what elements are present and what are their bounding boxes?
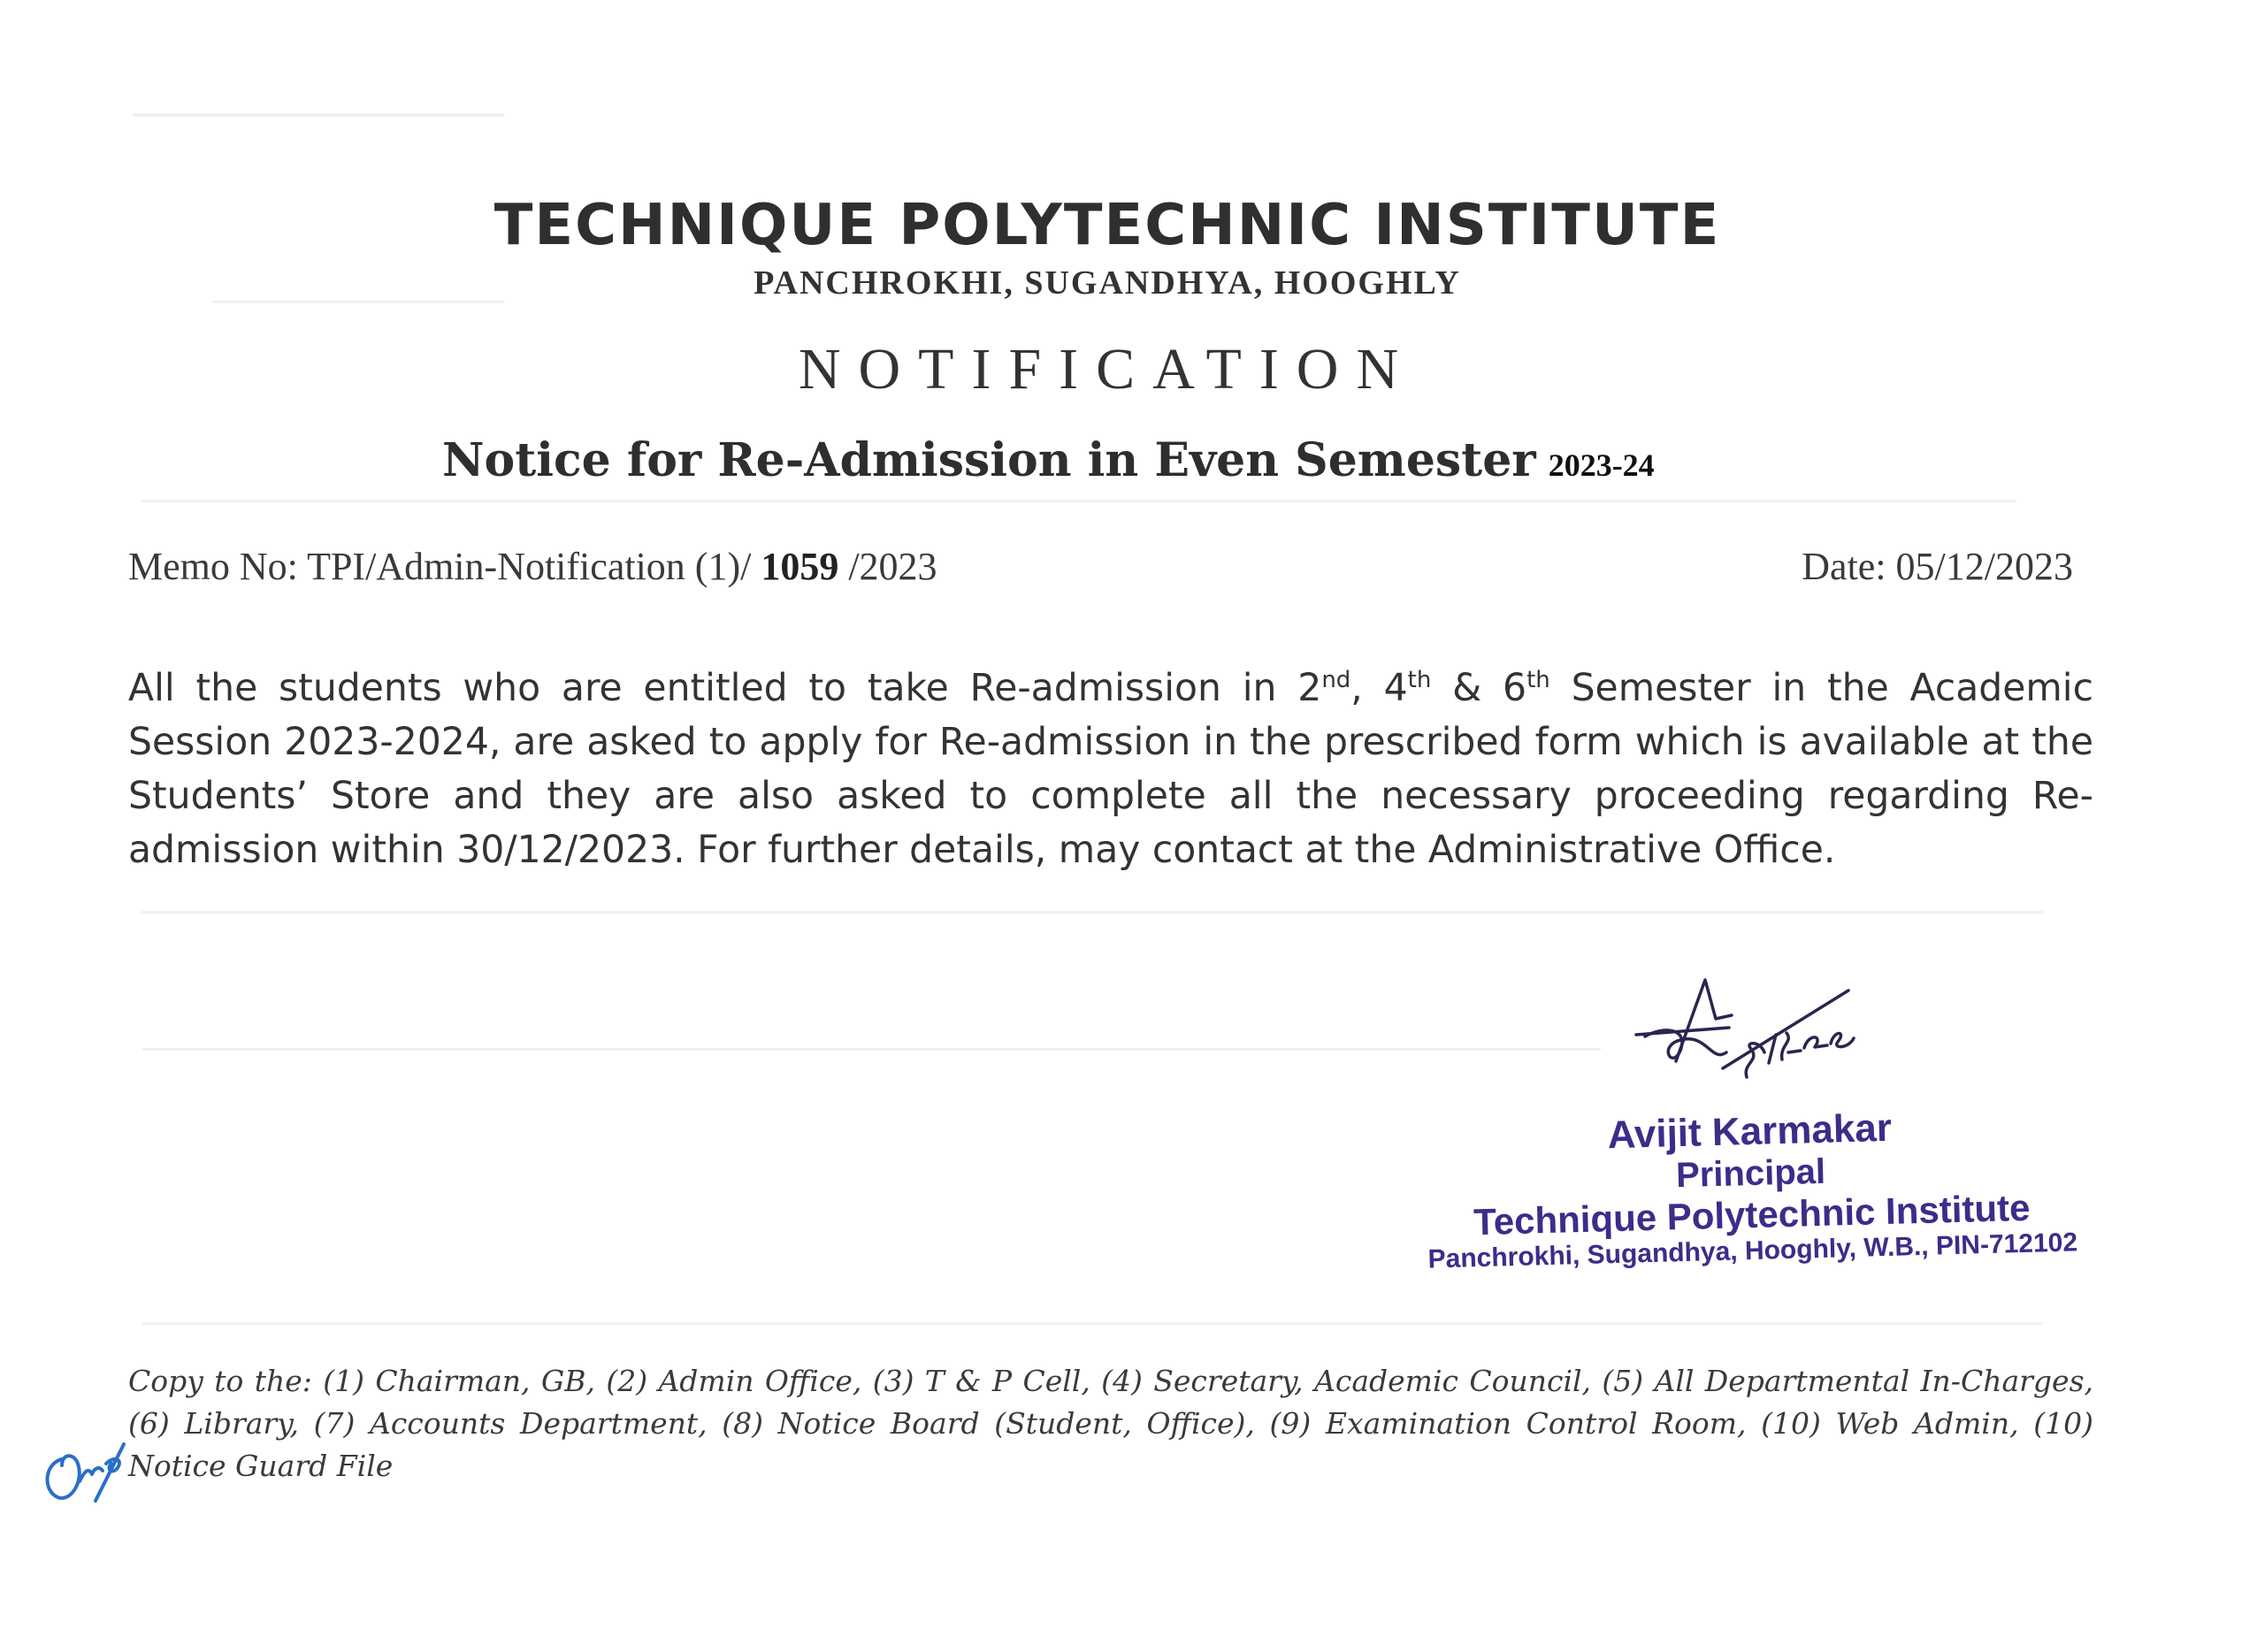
notice-title: [442, 433, 1655, 487]
principal-stamp: [1413, 1101, 2089, 1275]
notification-heading: NOTIFICATION: [798, 337, 1417, 402]
memo-suffix: /2023: [848, 545, 937, 588]
bleed-through-mark: [142, 1048, 1601, 1051]
institute-name: TECHNIQUE POLYTECHNIC INSTITUTE: [493, 193, 1721, 258]
body-part: Semester in the Academic Session 2023-2024, are asked to apply for Re-admission in the prescribed form which is available at the Students’ Store and they are also asked to complete all the necessary proceeding regarding Re-admission within 30/12/2023. For further details, may contact at the Administrative Office.: [128, 667, 2093, 872]
memo-prefix: Memo No: TPI/Admin-Notification (1)/: [128, 545, 752, 588]
body-part: , 4: [1350, 667, 1408, 710]
notice-title-text: Notice for Re-Admission in Even Semester: [442, 433, 1536, 487]
memo-number: [128, 544, 937, 589]
notice-body: [128, 662, 2093, 877]
institute-address: PANCHROKHI, SUGANDHYA, HOOGHLY: [754, 264, 1461, 302]
copy-to-list: Copy to the: (1) Chairman, GB, (2) Admin Office, (3) T & P Cell, (4) Secretary, Academic Council, (5) All Departmental In-Charges, (6) Library, (7) Accounts Department, (8) Notice Board (Student, Office), (9) Examination Control Room, (10) Web Admin, (10) Notice Guard File: [128, 1364, 2093, 1483]
notice-session: 2023-24: [1548, 447, 1655, 483]
memo-serial: 1059: [761, 545, 839, 588]
handwritten-initials: [35, 1428, 133, 1508]
body-part: All the students who are entitled to take Re-admission in 2: [128, 667, 1322, 710]
ordinal-suffix: th: [1526, 666, 1550, 693]
stamp-address: Panchrokhi, Sugandhya, Hooghly, W.B., PIN-712102: [1427, 1228, 2078, 1274]
signatory-designation: Principal: [1675, 1151, 1826, 1196]
ordinal-suffix: nd: [1321, 666, 1351, 693]
signatory-name: Avijit Karmakar: [1607, 1105, 1893, 1158]
body-part: & 6: [1431, 667, 1527, 710]
ordinal-suffix: th: [1407, 666, 1432, 693]
principal-signature: [1627, 964, 1893, 1097]
stamp-institute: Technique Polytechnic Institute: [1473, 1186, 2031, 1243]
bleed-through-mark: [133, 113, 504, 117]
notice-date: Date: 05/12/2023: [1802, 545, 2073, 588]
bleed-through-mark: [142, 1322, 2043, 1325]
bleed-through-mark: [142, 500, 2016, 502]
bleed-through-mark: [142, 911, 2043, 914]
